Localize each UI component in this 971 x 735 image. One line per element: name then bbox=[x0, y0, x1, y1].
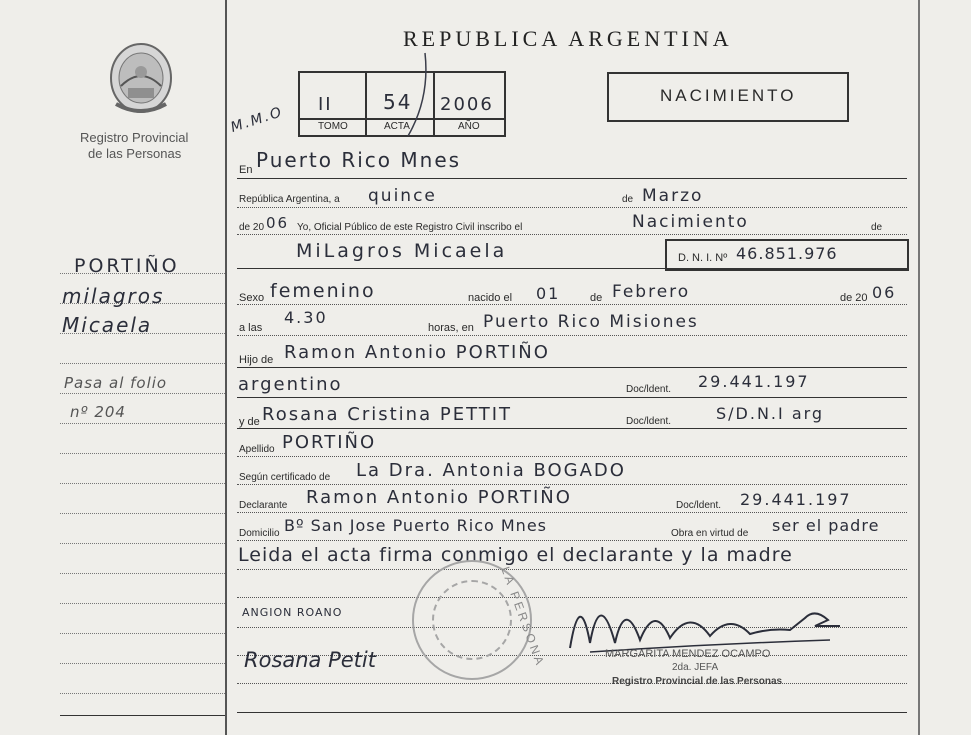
oficial-text: Yo, Oficial Público de este Registro Civil inscribo el bbox=[297, 222, 523, 233]
officer-name: MARGARITA MENDEZ OCAMPO bbox=[605, 648, 771, 660]
domicilio-label: Domicilio bbox=[239, 528, 280, 539]
mother-doc: S/D.N.I arg bbox=[716, 404, 825, 423]
dni-label: D. N. I. Nº bbox=[678, 252, 728, 264]
form-line bbox=[237, 178, 907, 179]
margin-name2: Micaela bbox=[62, 313, 153, 337]
check-mark-icon bbox=[400, 48, 440, 138]
registry-name-line1: Registro Provincial bbox=[80, 130, 189, 145]
margin-line bbox=[60, 663, 225, 664]
margin-surname: PORTIÑO bbox=[74, 255, 180, 277]
ano-label: AÑO bbox=[458, 121, 480, 132]
apellido-value: PORTIÑO bbox=[282, 432, 377, 453]
form-line bbox=[237, 456, 907, 457]
margin-line bbox=[60, 543, 225, 544]
form-line bbox=[237, 484, 907, 485]
tomo-value: II bbox=[318, 94, 333, 115]
hijo-label: Hijo de bbox=[239, 354, 274, 366]
birth-year: 06 bbox=[872, 283, 897, 302]
year-prefix: de 20 bbox=[239, 222, 265, 233]
mother-name: Rosana Cristina PETTIT bbox=[262, 404, 513, 425]
form-line bbox=[237, 428, 907, 429]
margin-line bbox=[60, 693, 225, 694]
declarante-doc: 29.441.197 bbox=[740, 490, 852, 509]
father-nationality: argentino bbox=[238, 374, 343, 395]
margin-line bbox=[60, 483, 225, 484]
hour-value: 4.30 bbox=[284, 308, 328, 327]
birth-place: Puerto Rico Misiones bbox=[483, 312, 699, 332]
form-line bbox=[237, 540, 907, 541]
form-line bbox=[237, 335, 907, 336]
form-line bbox=[237, 683, 907, 684]
doc-label-3: Doc/ldent. bbox=[676, 500, 722, 511]
birth-month: Febrero bbox=[612, 282, 691, 302]
officer-initials: M.M.O bbox=[228, 104, 286, 136]
domicilio-value: Bº San Jose Puerto Rico Mnes bbox=[284, 516, 547, 535]
form-line bbox=[237, 569, 907, 570]
margin-line bbox=[60, 633, 225, 634]
inscribo-value: Nacimiento bbox=[632, 212, 749, 232]
year-value: 06 bbox=[266, 214, 290, 232]
segun-label: Según certificado de bbox=[239, 472, 331, 483]
margin-line bbox=[60, 393, 225, 394]
obra-label: Obra en virtud de bbox=[671, 528, 749, 539]
officer-title: 2da. JEFA bbox=[672, 662, 719, 673]
declarante-value: Ramon Antonio PORTIÑO bbox=[306, 487, 572, 508]
margin-note2: nº 204 bbox=[70, 403, 126, 421]
birth-day: 01 bbox=[536, 284, 561, 303]
margin-line bbox=[60, 603, 225, 604]
form-line bbox=[237, 712, 907, 713]
form-line bbox=[237, 207, 907, 208]
month-value: Marzo bbox=[642, 186, 704, 206]
form-line bbox=[237, 512, 907, 513]
acta-value: 54 bbox=[383, 90, 413, 114]
margin-line bbox=[60, 423, 225, 424]
box-divider bbox=[365, 71, 367, 135]
doc-label-2: Doc/ldent. bbox=[626, 416, 672, 427]
en-value: Puerto Rico Mnes bbox=[256, 148, 462, 172]
margin-name1: milagros bbox=[62, 284, 165, 308]
nacido-label: nacido el bbox=[468, 292, 513, 304]
day-value: quince bbox=[368, 186, 437, 206]
margin-line bbox=[60, 513, 225, 514]
horas-en-label: horas, en bbox=[428, 322, 474, 334]
declarante-label: Declarante bbox=[239, 500, 288, 511]
province-emblem-icon bbox=[106, 38, 176, 116]
right-form-line bbox=[918, 0, 920, 735]
seal-text: LA PERSONA bbox=[498, 564, 548, 670]
form-line bbox=[237, 367, 907, 368]
father-doc: 29.441.197 bbox=[698, 372, 810, 391]
dni-value: 46.851.976 bbox=[736, 244, 838, 263]
birth-year-prefix: de 20 bbox=[840, 292, 868, 304]
record-type-label: NACIMIENTO bbox=[660, 86, 797, 105]
sexo-value: femenino bbox=[270, 280, 376, 302]
form-line bbox=[237, 304, 907, 305]
de-end-label: de bbox=[871, 222, 883, 233]
republica-label: República Argentina, a bbox=[239, 194, 340, 205]
margin-line bbox=[60, 363, 225, 364]
month-de-label: de bbox=[622, 194, 634, 205]
left-margin-line bbox=[225, 0, 227, 735]
margin-line bbox=[60, 573, 225, 574]
officer-org: Registro Provincial de las Personas bbox=[612, 676, 783, 687]
acta-label: ACTA bbox=[384, 121, 410, 132]
tomo-label: TOMO bbox=[318, 121, 348, 132]
obra-value: ser el padre bbox=[772, 516, 880, 535]
form-line bbox=[237, 397, 907, 398]
leida-text: Leida el acta firma conmigo el declarante y la madre bbox=[238, 544, 793, 566]
father-name: Ramon Antonio PORTIÑO bbox=[284, 342, 550, 363]
certificado-value: La Dra. Antonia BOGADO bbox=[356, 460, 626, 481]
country-heading: REPUBLICA ARGENTINA bbox=[403, 26, 733, 51]
margin-line bbox=[60, 453, 225, 454]
officer-signature-icon bbox=[560, 578, 850, 658]
sexo-label: Sexo bbox=[239, 292, 265, 304]
signature-left-2: Rosana Petit bbox=[244, 648, 376, 672]
doc-label-1: Doc/ldent. bbox=[626, 384, 672, 395]
margin-bottom-line bbox=[60, 715, 225, 716]
margin-note1: Pasa al folio bbox=[64, 374, 168, 392]
signature-left-1: ANGION ROANO bbox=[242, 606, 343, 619]
alas-label: a las bbox=[239, 322, 263, 334]
yde-label: y de bbox=[239, 416, 260, 428]
official-seal-inner bbox=[432, 580, 512, 660]
birth-de-label: de bbox=[590, 292, 603, 304]
ano-value: 2006 bbox=[440, 94, 494, 115]
apellido-label: Apellido bbox=[239, 444, 275, 455]
form-line bbox=[237, 234, 907, 235]
child-name: MiLagros Micaela bbox=[296, 240, 508, 262]
registry-name-line2: de las Personas bbox=[88, 146, 182, 161]
en-label: En bbox=[239, 164, 253, 176]
